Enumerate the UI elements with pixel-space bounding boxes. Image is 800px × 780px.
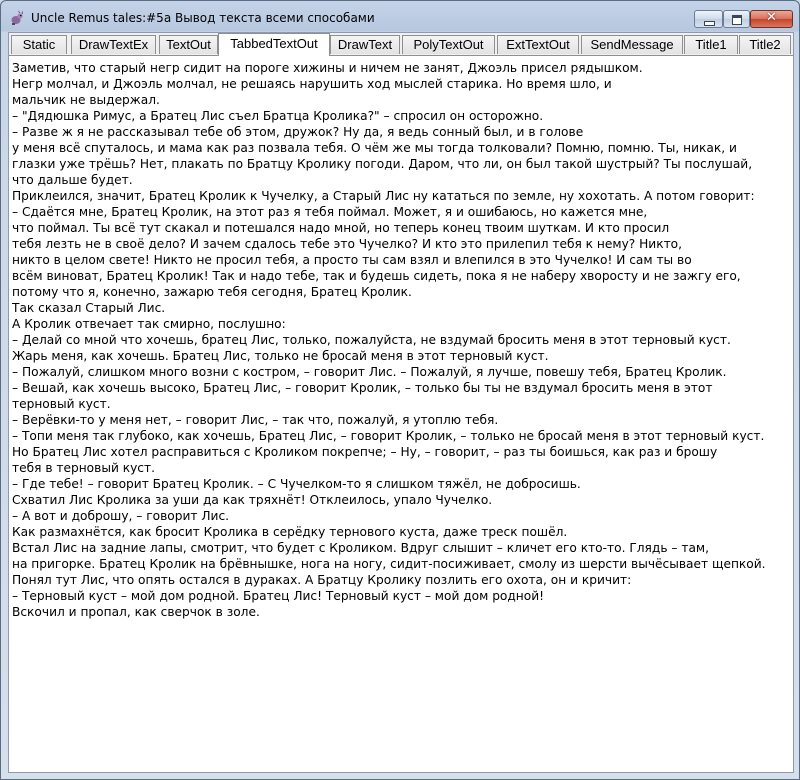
tab-bar bbox=[9, 33, 793, 56]
text-line: Встал Лис на задние лапы, смотрит, что будет с Кроликом. Вдруг слышит – кличет его кто-то. Глядь – там, bbox=[12, 541, 709, 555]
text-line: у меня всё спуталось, и мама как раз позвала тебя. О чём же мы тогда толковали? Помню, помню. Ты, никак, и bbox=[12, 141, 737, 155]
text-line: Так сказал Старый Лис. bbox=[12, 301, 166, 315]
text-line: Но Братец Лис хотел расправиться с Кроликом покрепче; – Ну, – говорит, – раз ты боишься, как раз и брошу bbox=[12, 445, 718, 459]
app-icon[interactable] bbox=[9, 10, 25, 26]
close-icon: ✕ bbox=[766, 10, 777, 25]
text-line: Понял тут Лис, что опять остался в дураках. А Братцу Кролику позлить его охота, он и кричит: bbox=[12, 573, 632, 587]
maximize-button[interactable] bbox=[723, 10, 750, 28]
text-line: Схватил Лис Кролика за уши да как тряхнёт! Отклеилось, упало Чучелко. bbox=[12, 493, 493, 507]
tab-exttextout[interactable]: ExtTextOut bbox=[497, 35, 579, 54]
text-line: всём виноват, Братец Кролик! Так и надо тебе, так и будешь сидеть, пока я не наберу хворосту и не зажгу его, bbox=[12, 269, 741, 283]
text-line: А Кролик отвечает так смирно, послушно: bbox=[12, 317, 286, 331]
text-line: – Делай со мной что хочешь, братец Лис, только, пожалуйста, не вздумай бросить меня в этот терновый куст. bbox=[12, 333, 731, 347]
title-bar[interactable] bbox=[1, 1, 799, 33]
text-line: Вскочил и пропал, как сверчок в золе. bbox=[12, 605, 260, 619]
text-line: – Вешай, как хочешь высоко, Братец Лис, – говорит Кролик, – только бы ты не вздумал бросить меня в этот bbox=[12, 381, 713, 395]
text-line: тебя в терновый куст. bbox=[12, 461, 155, 475]
text-line: на пригорке. Братец Кролик на брёвнышке, нога на ногу, сидит-посиживает, смолу из шерсти вычёсывает щепкой. bbox=[12, 557, 766, 571]
text-line: Жарь меня, как хочешь. Братец Лис, только не бросай меня в этот терновый куст. bbox=[12, 349, 549, 363]
text-line: что поймал. Ты всё тут скакал и потешался надо мной, но теперь конец твоим шуткам. И кто просил bbox=[12, 221, 670, 235]
minimize-button[interactable] bbox=[694, 10, 723, 28]
text-output-area bbox=[12, 60, 792, 620]
text-line: глазки уже трёшь? Нет, плакать по Братцу Кролику погоди. Даром, что ли, он был такой шустрый? Ты послушай, bbox=[12, 157, 753, 171]
maximize-icon bbox=[732, 15, 742, 25]
text-line: мальчик не выдержал. bbox=[12, 93, 160, 107]
text-line: – Пожалуй, слишком много возни с костром, – говорит Лис. – Пожалуй, я лучше, повешу тебя, Братец Кролик. bbox=[12, 365, 727, 379]
tab-static[interactable]: Static bbox=[11, 35, 67, 54]
tab-tabbedtextout[interactable]: TabbedTextOut bbox=[218, 33, 330, 56]
text-line: терновый куст. bbox=[12, 397, 111, 411]
text-line: – Терновый куст – мой дом родной. Братец Лис! Терновый куст – мой дом родной! bbox=[12, 589, 545, 603]
text-line: – Сдаётся мне, Братец Кролик, на этот раз я тебя поймал. Может, я и ошибаюсь, но кажется мне, bbox=[12, 205, 648, 219]
text-line: Как размахнётся, как бросит Кролика в серёдку тернового куста, даже треск пошёл. bbox=[12, 525, 568, 539]
text-line: Негр молчал, и Джоэль молчал, не решаясь нарушить ход мыслей старика. Но время шло, и bbox=[12, 77, 612, 91]
tab-sendmessage[interactable]: SendMessage bbox=[581, 35, 683, 54]
text-line: потому что я, конечно, зажарю тебя сегодня, Братец Кролик. bbox=[12, 285, 412, 299]
text-line: – Верёвки-то у меня нет, – говорит Лис, – так что, пожалуй, я утоплю тебя. bbox=[12, 413, 499, 427]
close-button[interactable] bbox=[750, 10, 793, 28]
tab-title1[interactable]: Title1 bbox=[684, 35, 738, 54]
text-line: что дальше будет. bbox=[12, 173, 133, 187]
text-line: – Топи меня так глубоко, как хочешь, Братец Лис, – говорит Кролик, – только не бросай меня в этот терновый куст. bbox=[12, 429, 765, 443]
tab-textout[interactable]: TextOut bbox=[159, 35, 218, 54]
tab-drawtextex[interactable]: DrawTextEx bbox=[71, 35, 156, 54]
text-line: никто в целом свете! Никто не просил тебя, а просто ты сам взял и влепился в это Чучелко! И сам ты во bbox=[12, 253, 692, 267]
tab-drawtext[interactable]: DrawText bbox=[330, 35, 400, 54]
window-title: Uncle Remus tales:#5a Вывод текста всеми способами bbox=[31, 11, 375, 25]
text-line: – А вот и доброшу, – говорит Лис. bbox=[12, 509, 230, 523]
text-line: – "Дядюшка Римус, а Братец Лис съел Братца Кролика?" – спросил он осторожно. bbox=[12, 109, 544, 123]
text-line: Приклеился, значит, Братец Кролик к Чучелку, а Старый Лис ну кататься по земле, ну хохотать. А потом говорит: bbox=[12, 189, 755, 203]
text-line: – Где тебе! – говорит Братец Кролик. – С Чучелком-то я слишком тяжёл, не добросишь. bbox=[12, 477, 581, 491]
text-line: Заметив, что старый негр сидит на пороге хижины и ничем не занят, Джоэль присел рядышком. bbox=[12, 61, 643, 75]
tab-title2[interactable]: Title2 bbox=[739, 35, 791, 54]
client-area bbox=[8, 32, 794, 773]
tab-polytextout[interactable]: PolyTextOut bbox=[402, 35, 495, 54]
minimize-icon bbox=[704, 21, 715, 26]
text-line: – Разве ж я не рассказывал тебе об этом, дружок? Ну да, я ведь сонный был, и в голове bbox=[12, 125, 584, 139]
text-line: тебя лезть не в своё дело? И зачем сдалось тебе это Чучелко? И кто это прилепил тебя к нему? Никто, bbox=[12, 237, 683, 251]
